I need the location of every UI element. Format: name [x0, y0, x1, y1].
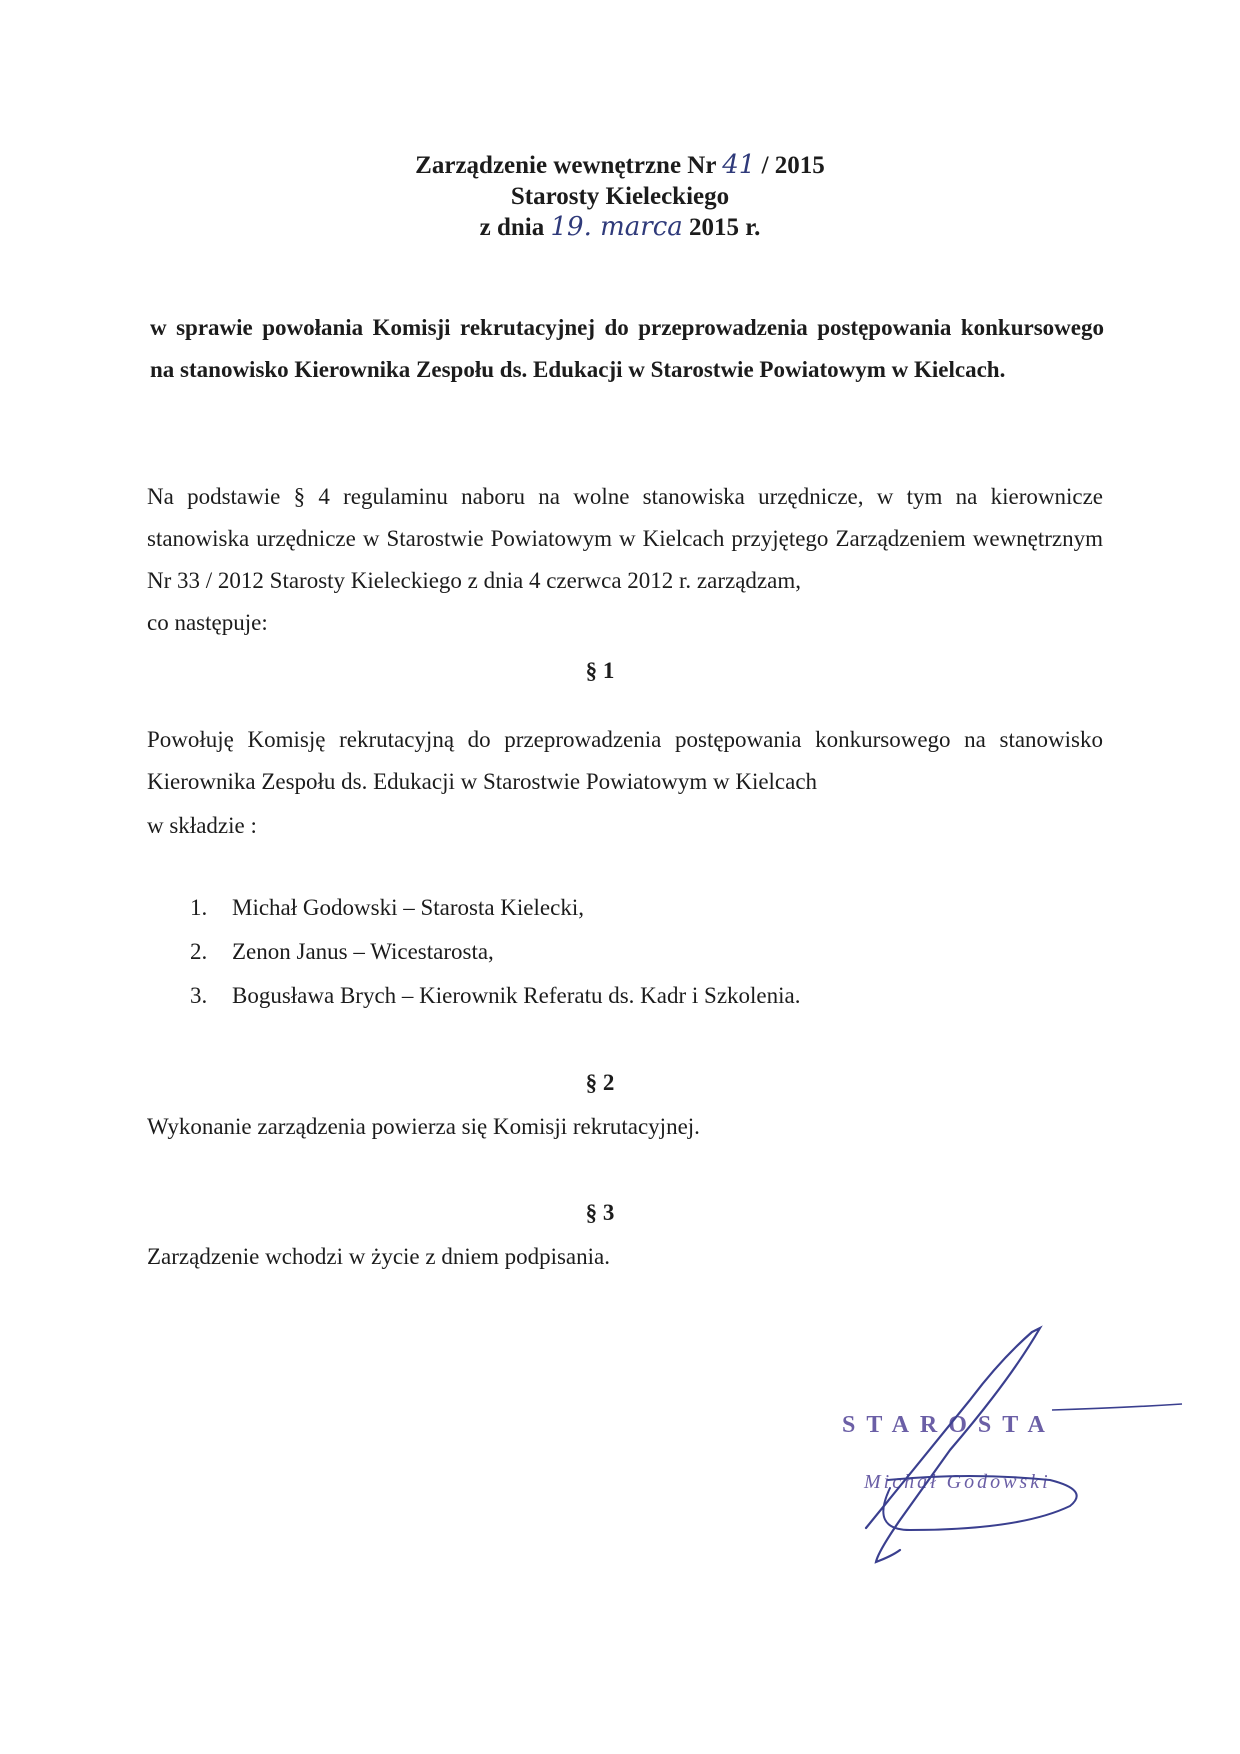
section-1-text-end: w składzie : [147, 813, 257, 838]
title-date-line [0, 212, 1240, 243]
list-item-number: 3. [190, 983, 208, 1008]
document-subject: w sprawie powołania Komisji rekrutacyjnej do przeprowadzenia postępowania konkursowego na stanowisko Kierownika Zespołu ds. Edukacji w Starostwie Powiatowym w Kielcach. [150, 315, 1104, 382]
section-3-text: Zarządzenie wchodzi w życie z dniem podpisania. [147, 1244, 610, 1269]
date-suffix: 2015 r. [689, 214, 761, 241]
section-3-heading: § 3 [585, 1200, 615, 1225]
stamp-name-text: Michał Godowski [864, 1471, 1051, 1493]
official-stamp-with-signature [830, 1320, 1190, 1580]
title-prefix: Zarządzenie wewnętrzne Nr [415, 152, 717, 179]
date-prefix: z dnia [479, 214, 545, 241]
handwritten-number: 41 [722, 150, 756, 180]
stamp-title-text: STAROSTA [842, 1412, 1056, 1438]
list-item-number: 1. [190, 895, 208, 920]
list-item-text: Michał Godowski – Starosta Kielecki, [232, 895, 584, 920]
list-item-text: Bogusława Brych – Kierownik Referatu ds. Kadr i Szkolenia. [232, 983, 801, 1008]
list-item [190, 983, 800, 1027]
list-item [190, 895, 800, 939]
section-1-heading: § 1 [585, 658, 615, 683]
section-2-text: Wykonanie zarządzenia powierza się Komisji rekrutacyjnej. [147, 1114, 700, 1139]
list-item-number: 2. [190, 939, 208, 964]
preamble-end: co następuje: [147, 610, 268, 635]
list-item-text: Zenon Janus – Wicestarosta, [232, 939, 494, 964]
title-line-number [0, 150, 1240, 181]
list-item [190, 939, 800, 983]
section-2-heading: § 2 [585, 1070, 615, 1095]
title-issuer: Starosty Kieleckiego [510, 183, 730, 210]
title-year: / 2015 [761, 152, 825, 179]
committee-members-list [190, 895, 800, 1027]
preamble-text: Na podstawie § 4 regulaminu naboru na wolne stanowiska urzędnicze, w tym na kierownicze stanowiska urzędnicze w Starostwie Powiatowym w Kielcach przyjętego Zarządzeniem wewnętrznym Nr 33 / 2012 Starosty Kieleckiego z dnia 4 czerwca 2012 r. zarządzam, [147, 484, 1103, 593]
section-1-text: Powołuję Komisję rekrutacyjną do przeprowadzenia postępowania konkursowego na stanowisko Kierownika Zespołu ds. Edukacji w Starostwie Powiatowym w Kielcach [147, 727, 1103, 794]
signature-tail-stroke [1052, 1404, 1182, 1410]
handwritten-date: 19. marca [550, 212, 683, 242]
document-title [0, 150, 1240, 243]
